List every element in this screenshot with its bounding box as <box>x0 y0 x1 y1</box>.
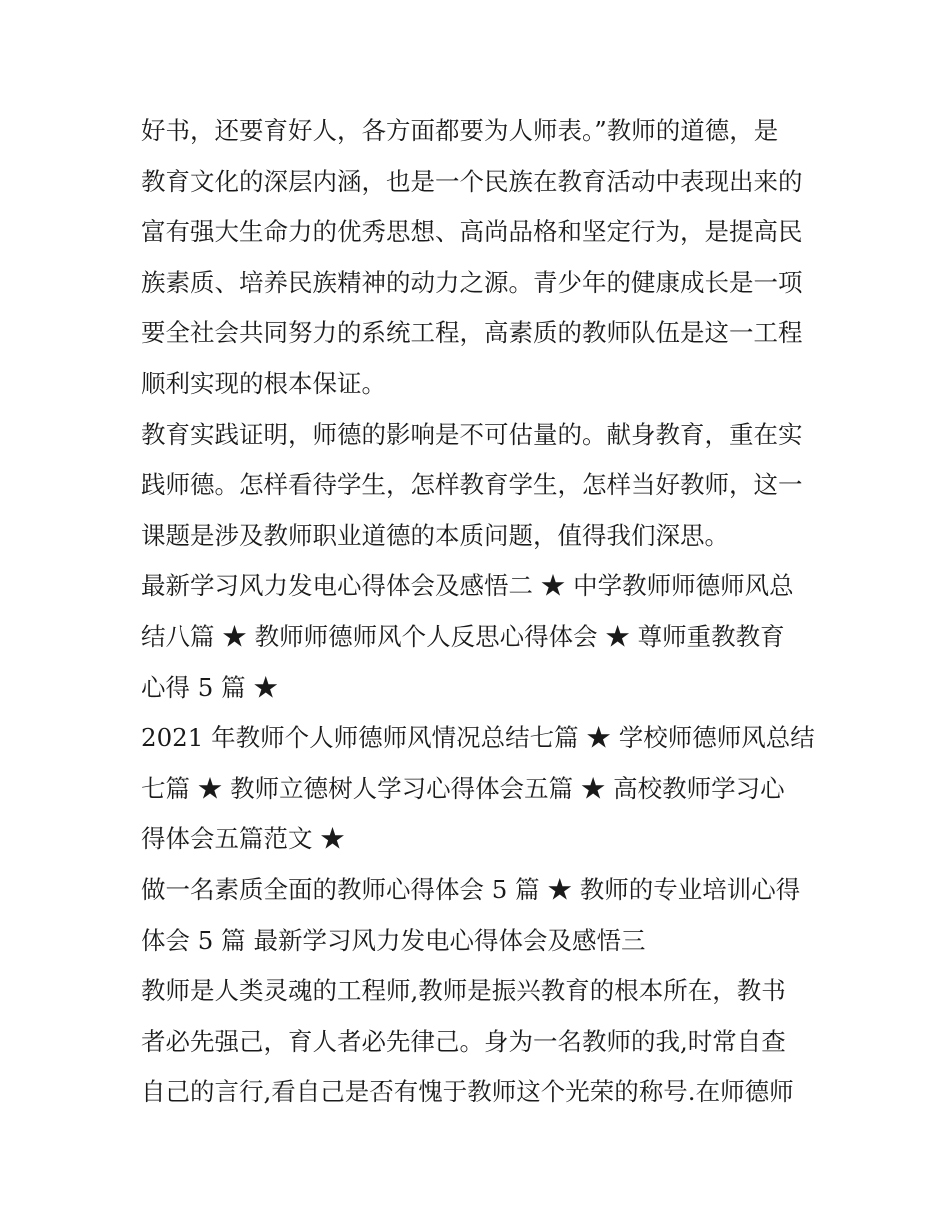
text-line-3: 富有强大生命力的优秀思想、高尚品格和坚定行为，是提高民 <box>141 217 803 247</box>
text-line-7: 教育实践证明，师德的影响是不可估量的。献身教育，重在实 <box>141 419 803 449</box>
text-line-10: 最新学习风力发电心得体会及感悟二 ★ 中学教师师德师风总 <box>141 571 794 601</box>
text-line-8: 践师德。怎样看待学生，怎样教育学生，怎样当好教师，这一 <box>141 470 803 500</box>
text-line-15: 得体会五篇范文 ★ <box>141 824 345 854</box>
text-line-9: 课题是涉及教师职业道德的本质问题，值得我们深思。 <box>141 520 729 550</box>
document-body <box>141 106 821 1118</box>
text-line-13: 2021 年教师个人师德师风情况总结七篇 ★ 学校师德师风总结 <box>141 723 815 753</box>
text-line-16: 做一名素质全面的教师心得体会 5 篇 ★ 教师的专业培训心得 <box>141 874 801 904</box>
text-line-2: 教育文化的深层内涵，也是一个民族在教育活动中表现出来的 <box>141 166 803 196</box>
text-line-18: 教师是人类灵魂的工程师,教师是振兴教育的根本所在，教书 <box>141 976 786 1006</box>
text-line-14: 七篇 ★ 教师立德树人学习心得体会五篇 ★ 高校教师学习心 <box>141 773 785 803</box>
text-line-20: 自己的言行,看自己是否有愧于教师这个光荣的称号.在师德师 <box>141 1077 794 1107</box>
text-line-5: 要全社会共同努力的系统工程，高素质的教师队伍是这一工程 <box>141 318 803 348</box>
text-line-6: 顺利实现的根本保证。 <box>141 368 386 398</box>
text-line-17: 体会 5 篇 最新学习风力发电心得体会及感悟三 <box>141 925 646 955</box>
text-line-11: 结八篇 ★ 教师师德师风个人反思心得体会 ★ 尊师重教教育 <box>141 621 785 651</box>
text-line-1: 好书，还要育好人，各方面都要为人师表。”教师的道德，是 <box>141 116 779 145</box>
text-line-19: 者必先强己，育人者必先律己。身为一名教师的我,时常自查 <box>141 1026 786 1056</box>
text-line-4: 族素质、培养民族精神的动力之源。青少年的健康成长是一项 <box>141 267 803 297</box>
text-line-12: 心得 5 篇 ★ <box>141 672 278 702</box>
